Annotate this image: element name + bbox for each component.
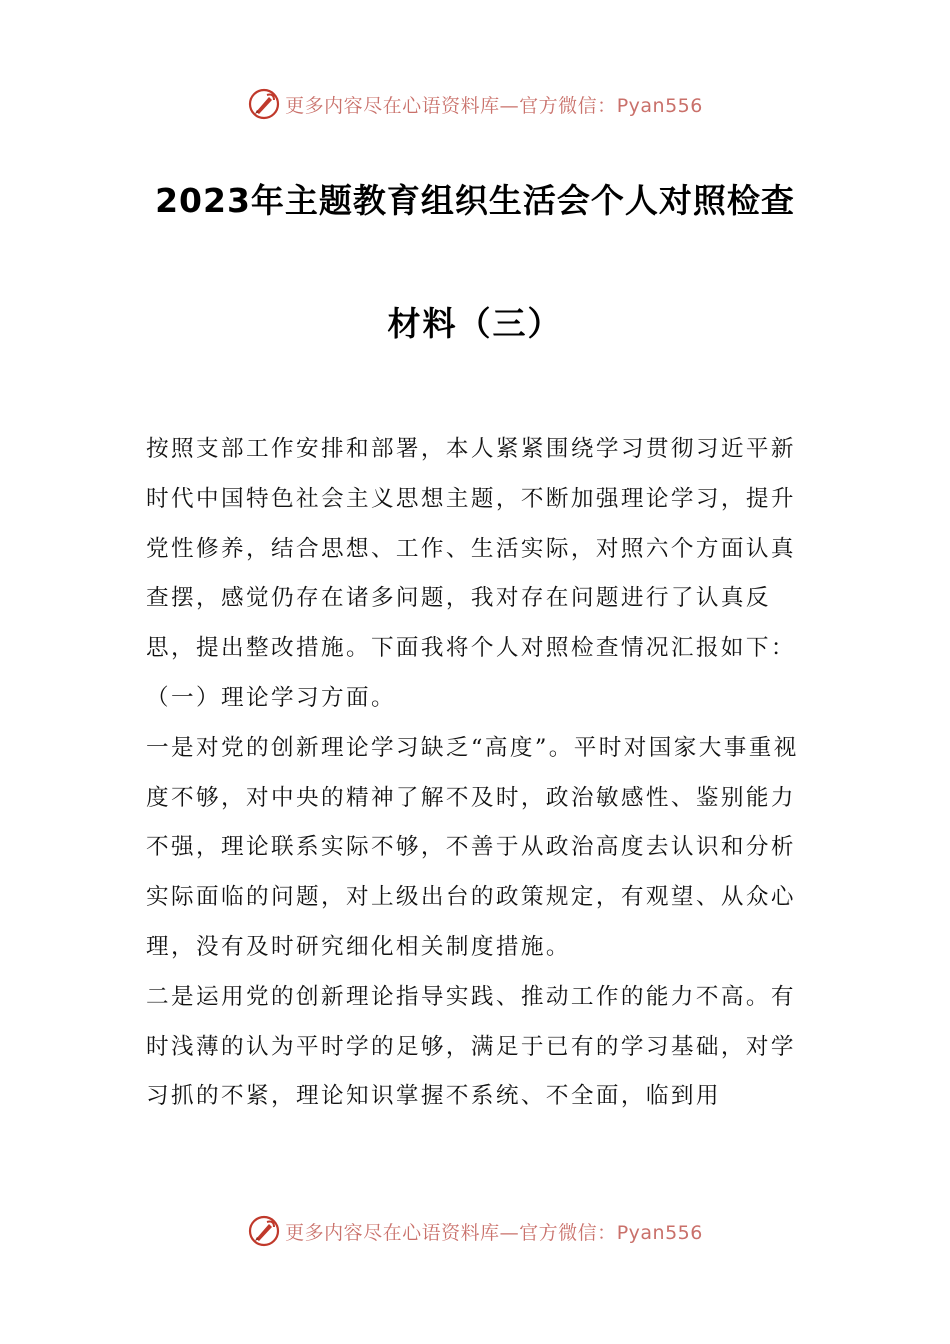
document-title-line2: 材料（三） (387, 304, 563, 343)
paragraph-point-one: 一是对党的创新理论学习缺乏“高度”。平时对国家大事重视度不够，对中央的精神了解不及时，政治敏感性、鉴别能力不强，理论联系实际不够，不善于从政治高度去认识和分析实际面临的问题，对上级出台的政策规定，有观望、从众心理，没有及时研究细化相关制度措施。 (146, 734, 799, 960)
document-title-line1: 2023年主题教育组织生活会个人对照检查 (155, 181, 795, 220)
paragraph-point-two: 二是运用党的创新理论指导实践、推动工作的能力不高。有时浅薄的认为平时学的足够，满足于已有的学习基础，对学习抓的不紧，理论知识掌握不系统、不全面，临到用 (146, 983, 796, 1110)
paragraph-intro: 按照支部工作安排和部署，本人紧紧围绕学习贯彻习近平新时代中国特色社会主义思想主题，不断加强理论学习，提升党性修养，结合思想、工作、生活实际，对照六个方面认真查摆，感觉仍存在诸多问题，我对存在问题进行了认真反思，提出整改措施。下面我将个人对照检查情况汇报如下： (146, 436, 796, 662)
header-watermark (0, 82, 950, 126)
section-heading-theory: （一）理论学习方面。 (146, 684, 396, 711)
document-body (146, 425, 810, 1122)
watermark-text: 更多内容尽在心语资料库—官方微信：Pyan556 (285, 1221, 703, 1244)
pen-logo-icon (247, 1214, 281, 1248)
pen-logo-icon (247, 87, 281, 121)
footer-watermark (0, 1209, 950, 1253)
watermark-text: 更多内容尽在心语资料库—官方微信：Pyan556 (285, 94, 703, 117)
